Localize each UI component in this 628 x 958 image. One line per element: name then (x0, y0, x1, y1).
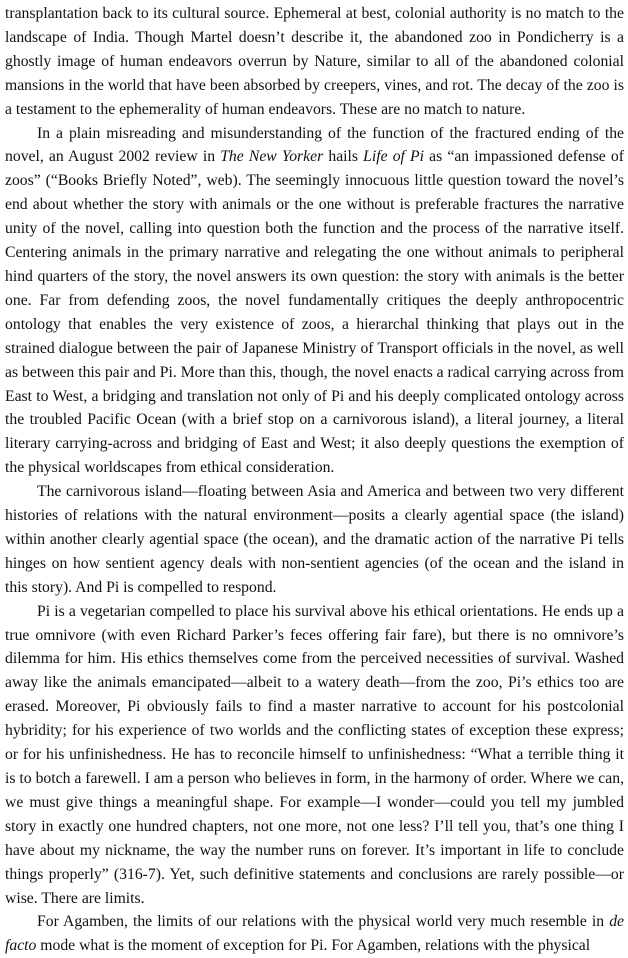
paragraph-5-text-a: For Agamben, the limits of our relations with the physical world very much resemble in (37, 913, 610, 931)
paragraph-2 (5, 122, 624, 481)
phrase-de-facto: de facto (5, 913, 624, 955)
paragraph-2-text-c: as “an impassioned defense of zoos” (“Books Briefly Noted”, web). The seemingly innocuous little question toward the novel’s end about whether the story with animals or the one without is preferable fractures the narrative unity of the novel, calling into question both the function and the process of the narrative itself. Centering animals in the primary narrative and relegating the one without animals to peripheral hind quarters of the story, the novel answers its own question: the story with animals is the better one. Far from defending zoos, the novel fundamentally critiques the deeply anthropocentric ontology that enables the very existence of zoos, a hierarchal thinking that plays out in the strained dialogue between the pair of Japanese Ministry of Transport officials in the novel, as well as between this pair and Pi. More than this, though, the novel enacts a radical carrying across from East to West, a bridging and translation not only of Pi and his deeply complicated ontology across the troubled Pacific Ocean (with a brief stop on a carnivorous island), a literal journey, a literal literary carrying-across and bridging of East and West; it also deeply questions the exemption of the physical worldscapes from ethical consideration. (5, 148, 624, 477)
journal-title-new-yorker: The New Yorker (220, 148, 324, 166)
paragraph-4-text: Pi is a vegetarian compelled to place his survival above his ethical orientations. He ends up a true omnivore (with even Richard Parker’s feces offering fair fare), but there is no omnivore’s dilemma for him. His ethics themselves come from the perceived necessities of survival. Washed away like the animals emancipated—albeit to a watery death—from the zoo, Pi’s ethics too are erased. Moreover, Pi obviously fails to find a master narrative to account for his postcolonial hybridity; for his experience of two worlds and the conflicting states of exception these express; or for his unfinishedness. He has to reconcile himself to unfinishedness: “What a terrible thing it is to botch a farewell. I am a person who believes in form, in the harmony of order. Where we can, we must give things a meaningful shape. For example—I wonder—could you tell my jumbled story in exactly one hundred chapters, not one more, not one less? I’ll tell you, that’s one thing I have about my nickname, the way the number runs on forever. It’s important in life to conclude things properly” (316-7). Yet, such definitive statements and conclusions are rarely possible—or wise. There are limits. (5, 602, 624, 907)
paragraph-2-text-b: hails (323, 148, 364, 166)
paragraph-3 (5, 480, 624, 600)
book-title-life-of-pi: Life of Pi (363, 148, 424, 166)
paragraph-4 (5, 600, 624, 911)
document-page (0, 2, 628, 955)
paragraph-5-text-b: mode what is the moment of exception for Pi. For Agamben, relations with the physical (36, 937, 591, 955)
paragraph-3-text: The carnivorous island—floating between Asia and America and between two very different histories of relations with the natural environment—posits a clearly agential space (the island) within another clearly agential space (the ocean), and the dramatic action of the narrative Pi tells hinges on how sentient agency deals with non-sentient agencies (of the ocean and the island in this story). And Pi is compelled to respond. (5, 483, 624, 596)
paragraph-1-text: transplantation back to its cultural source. Ephemeral at best, colonial authority is no match to the landscape of India. Though Martel doesn’t describe it, the abandoned zoo in Pondicherry is a ghostly image of human endeavors overrun by Nature, similar to all of the abandoned colonial mansions in the world that have been absorbed by creepers, vines, and rot. The decay of the zoo is a testament to the ephemerality of human endeavors. These are no match to nature. (5, 5, 624, 118)
paragraph-5 (5, 910, 624, 958)
paragraph-2-text-a: In a plain misreading and misunderstanding of the function of the fractured ending of the novel, an August 2002 review in (5, 124, 624, 166)
paragraph-1 (5, 2, 624, 122)
